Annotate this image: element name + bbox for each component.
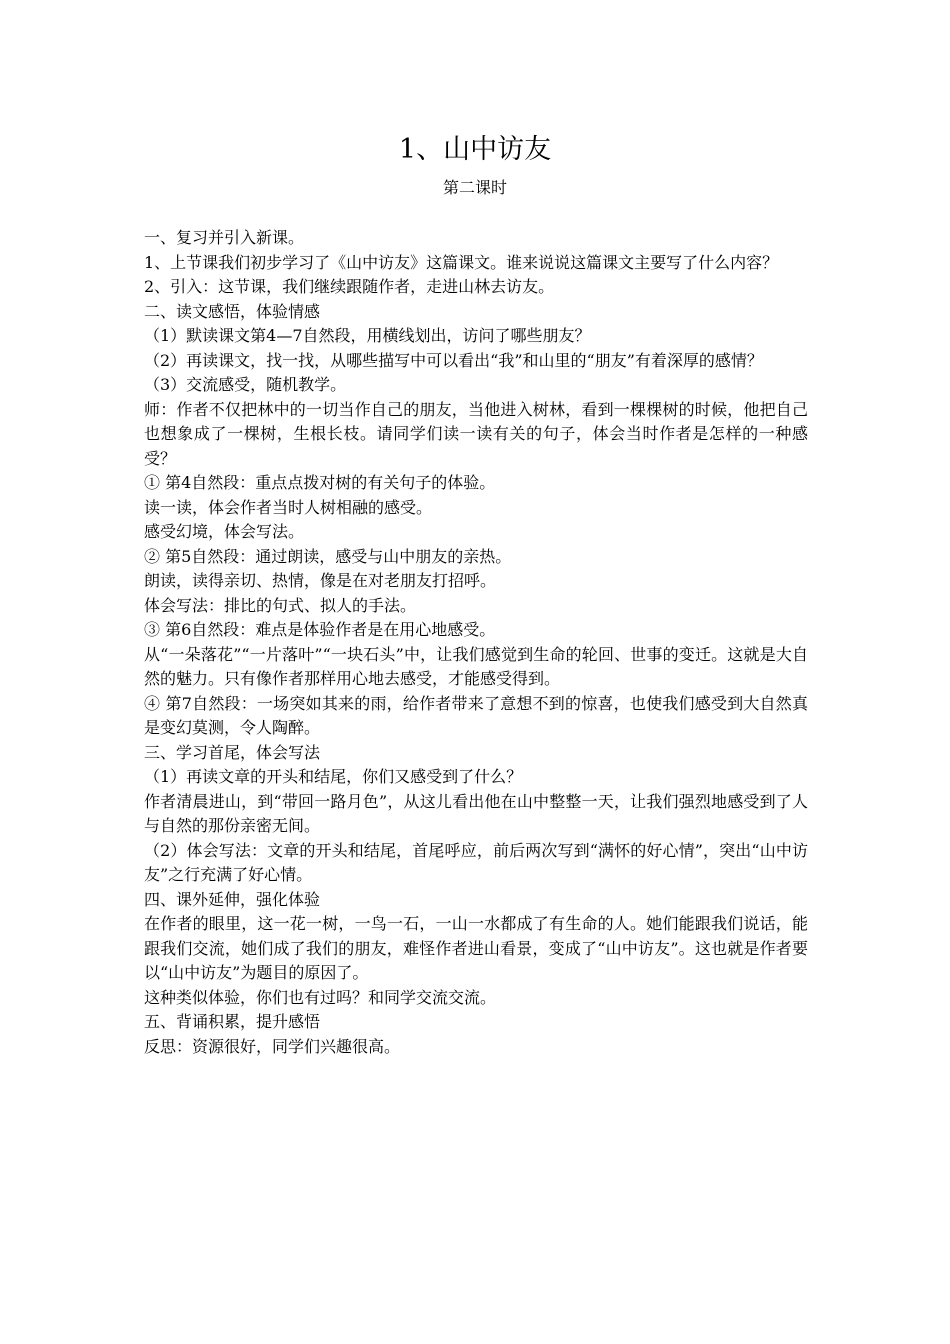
section-heading-recitation: 五、背诵积累，提升感悟 — [144, 1012, 321, 1031]
section-heading-extension: 四、课外延伸，强化体验 — [144, 889, 321, 909]
section-heading-beginning-end: 三、学习首尾，体会写法 — [144, 742, 321, 762]
paragraph: 这种类似体验，你们也有过吗？和同学交流交流。 — [144, 987, 497, 1007]
paragraph: （3）交流感受，随机教学。 — [144, 375, 347, 394]
paragraph: （1）默读课文第4—7自然段，用横线划出，访问了哪些朋友？ — [144, 326, 591, 345]
paragraph: ③ 第6自然段：难点是体验作者是在用心地感受。 — [144, 620, 496, 639]
paragraph: （2）体会写法：文章的开头和结尾，首尾呼应，前后两次写到“满怀的好心情”，突出“山中访友”之行充满了好心情。 — [144, 840, 808, 884]
paragraph: （2）再读课文，找一找，从哪些描写中可以看出“我”和山里的“朋友”有着深厚的感情？ — [144, 350, 763, 370]
paragraph: 朗读，读得亲切、热情，像是在对老朋友打招呼。 — [144, 571, 497, 590]
reflection-paragraph: 反思：资源很好，同学们兴趣很高。 — [144, 1036, 401, 1056]
paragraph: 师：作者不仅把林中的一切当作自己的朋友，当他进入树林，看到一棵棵树的时候，他把自己也想象成了一棵树，生根长枝。请同学们读一读有关的句子，体会当时作者是怎样的一种感受？ — [144, 399, 808, 468]
paragraph: ② 第5自然段：通过朗读，感受与山中朋友的亲热。 — [144, 546, 512, 566]
paragraph: 从“一朵落花”“一片落叶”“一块石头”中，让我们感觉到生命的轮回、世事的变迁。这就是大自然的魅力。只有像作者那样用心地去感受，才能感受得到。 — [144, 644, 808, 688]
document-body — [144, 226, 808, 1059]
section-heading-review: 一、复习并引入新课。 — [144, 228, 305, 247]
paragraph: 2、引入：这节课，我们继续跟随作者，走进山林去访友。 — [144, 277, 555, 296]
paragraph: 读一读，体会作者当时人树相融的感受。 — [144, 497, 433, 517]
paragraph: 感受幻境，体会写法。 — [144, 522, 305, 541]
document-title: 1、山中访友 — [398, 134, 552, 165]
paragraph: ④ 第7自然段：一场突如其来的雨，给作者带来了意想不到的惊喜，也使我们感受到大自然真是变幻莫测，令人陶醉。 — [144, 693, 808, 737]
paragraph: （1）再读文章的开头和结尾，你们又感受到了什么？ — [144, 767, 523, 786]
paragraph: 在作者的眼里，这一花一树，一鸟一石，一山一水都成了有生命的人。她们能跟我们说话，能跟我们交流，她们成了我们的朋友，难怪作者进山看景，变成了“山中访友”。这也就是作者要以“山中访友”为题目的原因了。 — [144, 914, 808, 982]
document-subtitle: 第二课时 — [442, 178, 507, 197]
paragraph: 作者清晨进山，到“带回一路月色”，从这儿看出他在山中整整一天，让我们强烈地感受到了人与自然的那份亲密无间。 — [144, 791, 808, 835]
section-heading-reading: 二、读文感悟，体验情感 — [144, 301, 321, 321]
paragraph: 体会写法：排比的句式、拟人的手法。 — [144, 595, 417, 615]
paragraph: ① 第4自然段：重点点拨对树的有关句子的体验。 — [144, 473, 496, 492]
paragraph: 1、上节课我们初步学习了《山中访友》这篇课文。谁来说说这篇课文主要写了什么内容？ — [144, 252, 779, 272]
